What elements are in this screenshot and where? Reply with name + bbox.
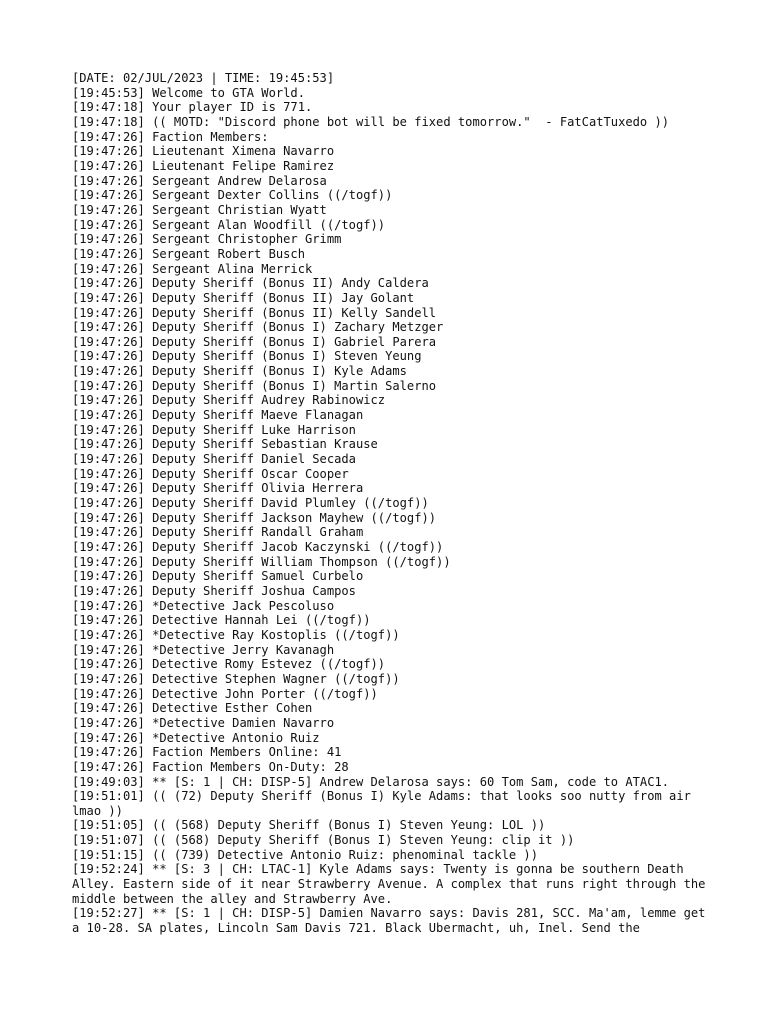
log-line: [19:47:26] Deputy Sheriff (Bonus I) Martin Salerno — [72, 378, 437, 393]
log-line: [19:47:26] Deputy Sheriff Jackson Mayhew ((/togf)) — [72, 510, 437, 525]
log-line: [19:47:26] Detective Stephen Wagner ((/togf)) — [72, 671, 400, 686]
log-line: [19:47:26] Detective Esther Cohen — [72, 701, 313, 716]
log-line: [19:47:26] Lieutenant Felipe Ramirez — [72, 158, 335, 173]
log-line: [19:47:26] Deputy Sheriff Luke Harrison — [72, 422, 356, 437]
log-line: [19:47:26] Deputy Sheriff (Bonus II) Andy Caldera — [72, 276, 429, 291]
log-line: [19:51:07] (( (568) Deputy Sheriff (Bonus I) Steven Yeung: clip it )) — [72, 833, 575, 848]
log-line: [19:47:26] Lieutenant Ximena Navarro — [72, 144, 335, 159]
log-line: [19:47:26] Sergeant Christopher Grimm — [72, 232, 342, 247]
log-line: [19:47:26] Sergeant Christian Wyatt — [72, 202, 327, 217]
log-line: [19:47:26] *Detective Antonio Ruiz — [72, 730, 320, 745]
log-line: [19:47:26] Detective Hannah Lei ((/togf)) — [72, 613, 371, 628]
log-line: [19:47:26] *Detective Ray Kostoplis ((/togf)) — [72, 627, 400, 642]
log-line: [19:47:26] Deputy Sheriff Daniel Secada — [72, 452, 356, 467]
log-line: [19:51:01] (( (72) Deputy Sheriff (Bonus I) Kyle Adams: that looks soo nutty from air lmao )) — [72, 789, 699, 818]
log-line: [DATE: 02/JUL/2023 | TIME: 19:45:53] — [72, 71, 335, 85]
log-line: [19:47:26] Deputy Sheriff Sebastian Krause — [72, 437, 378, 452]
log-line: [19:47:18] Your player ID is 771. — [72, 100, 313, 115]
log-line: [19:47:26] Faction Members: — [72, 129, 269, 144]
log-line: [19:49:03] ** [S: 1 | CH: DISP-5] Andrew Delarosa says: 60 Tom Sam, code to ATAC1. — [72, 774, 670, 789]
log-line: [19:47:26] Deputy Sheriff William Thompson ((/togf)) — [72, 554, 451, 569]
log-line: [19:47:26] Sergeant Alan Woodfill ((/togf)) — [72, 217, 386, 232]
log-line: [19:47:26] Deputy Sheriff (Bonus I) Zachary Metzger — [72, 320, 444, 335]
log-line: [19:47:26] Deputy Sheriff Jacob Kaczynski ((/togf)) — [72, 540, 444, 554]
log-line: [19:52:24] ** [S: 3 | CH: LTAC-1] Kyle Adams says: Twenty is gonna be southern Death Alley. Eastern side of it near Strawberry Avenue. A complex that runs right through the middle between the alley and Strawberry Ave. — [72, 862, 713, 906]
log-line: [19:52:27] ** [S: 1 | CH: DISP-5] Damien Navarro says: Davis 281, SCC. Ma'am, lemme get a 10-28. SA plates, Lincoln Sam Davis 721. Black Ubermacht, uh, Inel. Send the — [72, 906, 713, 936]
log-line: [19:47:26] Deputy Sheriff Randall Graham — [72, 525, 364, 540]
log-line: [19:47:26] Detective Romy Estevez ((/togf)) — [72, 657, 386, 672]
log-line: [19:47:26] Deputy Sheriff Samuel Curbelo — [72, 569, 364, 584]
log-line: [19:47:26] Deputy Sheriff Olivia Herrera — [72, 481, 364, 496]
log-line: [19:47:26] Deputy Sheriff (Bonus I) Kyle Adams — [72, 364, 407, 379]
log-line: [19:47:26] Deputy Sheriff (Bonus II) Kelly Sandell — [72, 305, 437, 320]
log-line: [19:47:26] Deputy Sheriff Audrey Rabinowicz — [72, 393, 386, 408]
log-line: [19:47:26] Deputy Sheriff (Bonus I) Gabriel Parera — [72, 334, 437, 349]
log-line: [19:47:26] Deputy Sheriff Maeve Flanagan — [72, 408, 364, 423]
log-line: [19:47:26] Faction Members Online: 41 — [72, 745, 342, 760]
log-line: [19:47:26] Deputy Sheriff (Bonus II) Jay Golant — [72, 290, 415, 305]
log-line: [19:47:26] Detective John Porter ((/togf)) — [72, 686, 378, 701]
log-line: [19:47:26] *Detective Jerry Kavanagh — [72, 642, 335, 657]
log-line: [19:47:26] Deputy Sheriff Joshua Campos — [72, 583, 356, 598]
log-line: [19:47:26] Sergeant Dexter Collins ((/togf)) — [72, 188, 393, 203]
log-line: [19:47:26] Faction Members On-Duty: 28 — [72, 759, 349, 774]
log-line: [19:47:18] (( MOTD: "Discord phone bot will be fixed tomorrow." - FatCatTuxedo )) — [72, 114, 670, 129]
log-line: [19:47:26] *Detective Jack Pescoluso — [72, 598, 335, 613]
log-line: [19:47:26] *Detective Damien Navarro — [72, 715, 335, 730]
log-line: [19:47:26] Sergeant Andrew Delarosa — [72, 173, 327, 188]
log-line: [19:47:26] Sergeant Alina Merrick — [72, 261, 313, 276]
chat-log — [72, 71, 713, 936]
log-line: [19:45:53] Welcome to GTA World. — [72, 85, 305, 100]
log-line: [19:47:26] Deputy Sheriff David Plumley ((/togf)) — [72, 496, 429, 511]
log-line: [19:51:05] (( (568) Deputy Sheriff (Bonus I) Steven Yeung: LOL )) — [72, 818, 546, 833]
log-line: [19:47:26] Deputy Sheriff Oscar Cooper — [72, 466, 349, 481]
log-line: [19:47:26] Deputy Sheriff (Bonus I) Steven Yeung — [72, 349, 422, 364]
log-line: [19:51:15] (( (739) Detective Antonio Ruiz: phenominal tackle )) — [72, 847, 538, 862]
log-line: [19:47:26] Sergeant Robert Busch — [72, 246, 305, 261]
